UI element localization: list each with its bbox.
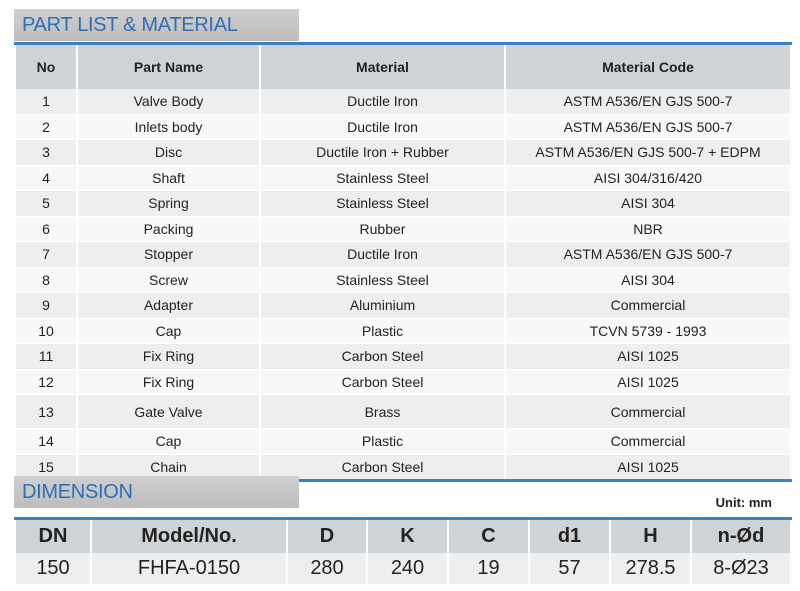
cell-no: 3: [15, 140, 77, 166]
dim-header-model: Model/No.: [91, 519, 287, 554]
cell-no: 7: [15, 242, 77, 268]
cell-no: 6: [15, 216, 77, 242]
dim-header-n-od: n-Ød: [691, 519, 791, 554]
dimension-table: [14, 517, 792, 584]
cell-material: Brass: [260, 395, 505, 429]
cell-no: 9: [15, 293, 77, 319]
table-row: [15, 395, 791, 429]
cell-no: 15: [15, 454, 77, 481]
cell-material: Ductile Iron: [260, 114, 505, 140]
dim-cell-h: 278.5: [610, 553, 691, 584]
cell-material-code: Commercial: [505, 293, 791, 319]
cell-material: Carbon Steel: [260, 454, 505, 481]
cell-material: Carbon Steel: [260, 369, 505, 395]
cell-material: Rubber: [260, 216, 505, 242]
cell-no: 5: [15, 191, 77, 217]
cell-material-code: TCVN 5739 - 1993: [505, 318, 791, 344]
cell-material-code: AISI 1025: [505, 369, 791, 395]
table-row: [15, 318, 791, 344]
cell-part-name: Shaft: [77, 165, 260, 191]
dim-header-c: C: [448, 519, 529, 554]
table-row: [15, 344, 791, 370]
dim-header-k: K: [367, 519, 448, 554]
cell-material-code: ASTM A536/EN GJS 500-7 + EDPM: [505, 140, 791, 166]
dimension-header-row: [15, 519, 791, 554]
cell-material: Stainless Steel: [260, 191, 505, 217]
cell-no: 13: [15, 395, 77, 429]
cell-material: Ductile Iron: [260, 89, 505, 114]
dim-cell-n-od: 8-Ø23: [691, 553, 791, 584]
table-row: [15, 369, 791, 395]
cell-no: 8: [15, 267, 77, 293]
cell-material-code: NBR: [505, 216, 791, 242]
cell-material-code: Commercial: [505, 429, 791, 455]
cell-part-name: Valve Body: [77, 89, 260, 114]
cell-no: 12: [15, 369, 77, 395]
dim-cell-model: FHFA-0150: [91, 553, 287, 584]
cell-material-code: AISI 304: [505, 267, 791, 293]
table-row: [15, 165, 791, 191]
cell-material-code: AISI 1025: [505, 454, 791, 481]
dim-cell-d: 280: [287, 553, 367, 584]
cell-part-name: Stopper: [77, 242, 260, 268]
cell-material: Stainless Steel: [260, 165, 505, 191]
cell-material-code: AISI 1025: [505, 344, 791, 370]
dim-header-dn: DN: [15, 519, 91, 554]
cell-no: 10: [15, 318, 77, 344]
dimension-row: [15, 553, 791, 584]
cell-material: Ductile Iron + Rubber: [260, 140, 505, 166]
cell-part-name: Gate Valve: [77, 395, 260, 429]
cell-material: Ductile Iron: [260, 242, 505, 268]
cell-part-name: Spring: [77, 191, 260, 217]
dim-header-d: D: [287, 519, 367, 554]
table-row: [15, 89, 791, 114]
table-row: [15, 267, 791, 293]
cell-material: Carbon Steel: [260, 344, 505, 370]
dim-cell-k: 240: [367, 553, 448, 584]
cell-no: 4: [15, 165, 77, 191]
cell-material: Aluminium: [260, 293, 505, 319]
cell-no: 2: [15, 114, 77, 140]
cell-part-name: Disc: [77, 140, 260, 166]
dim-header-d1: d1: [529, 519, 610, 554]
header-material: Material: [260, 44, 505, 90]
cell-material: Plastic: [260, 318, 505, 344]
part-list-title: PART LIST & MATERIAL: [14, 9, 299, 41]
part-list-header-row: [15, 44, 791, 90]
cell-material-code: ASTM A536/EN GJS 500-7: [505, 89, 791, 114]
cell-part-name: Packing: [77, 216, 260, 242]
header-material-code: Material Code: [505, 44, 791, 90]
cell-material-code: ASTM A536/EN GJS 500-7: [505, 114, 791, 140]
dim-cell-d1: 57: [529, 553, 610, 584]
header-no: No: [15, 44, 77, 90]
table-row: [15, 242, 791, 268]
part-list-table: [14, 42, 792, 482]
cell-no: 11: [15, 344, 77, 370]
cell-part-name: Chain: [77, 454, 260, 481]
table-row: [15, 191, 791, 217]
dim-header-h: H: [610, 519, 691, 554]
cell-part-name: Cap: [77, 318, 260, 344]
cell-part-name: Cap: [77, 429, 260, 455]
cell-part-name: Adapter: [77, 293, 260, 319]
cell-material-code: Commercial: [505, 395, 791, 429]
table-row: [15, 114, 791, 140]
cell-material: Plastic: [260, 429, 505, 455]
cell-no: 1: [15, 89, 77, 114]
cell-part-name: Fix Ring: [77, 344, 260, 370]
table-row: [15, 140, 791, 166]
cell-material-code: AISI 304: [505, 191, 791, 217]
dim-cell-dn: 150: [15, 553, 91, 584]
cell-material: Stainless Steel: [260, 267, 505, 293]
table-row: [15, 429, 791, 455]
cell-part-name: Screw: [77, 267, 260, 293]
unit-label: Unit: mm: [715, 495, 772, 510]
cell-material-code: AISI 304/316/420: [505, 165, 791, 191]
cell-part-name: Inlets body: [77, 114, 260, 140]
header-part-name: Part Name: [77, 44, 260, 90]
table-row: [15, 293, 791, 319]
dimension-title: DIMENSION: [14, 476, 299, 508]
dim-cell-c: 19: [448, 553, 529, 584]
cell-part-name: Fix Ring: [77, 369, 260, 395]
cell-material-code: ASTM A536/EN GJS 500-7: [505, 242, 791, 268]
table-row: [15, 216, 791, 242]
cell-no: 14: [15, 429, 77, 455]
